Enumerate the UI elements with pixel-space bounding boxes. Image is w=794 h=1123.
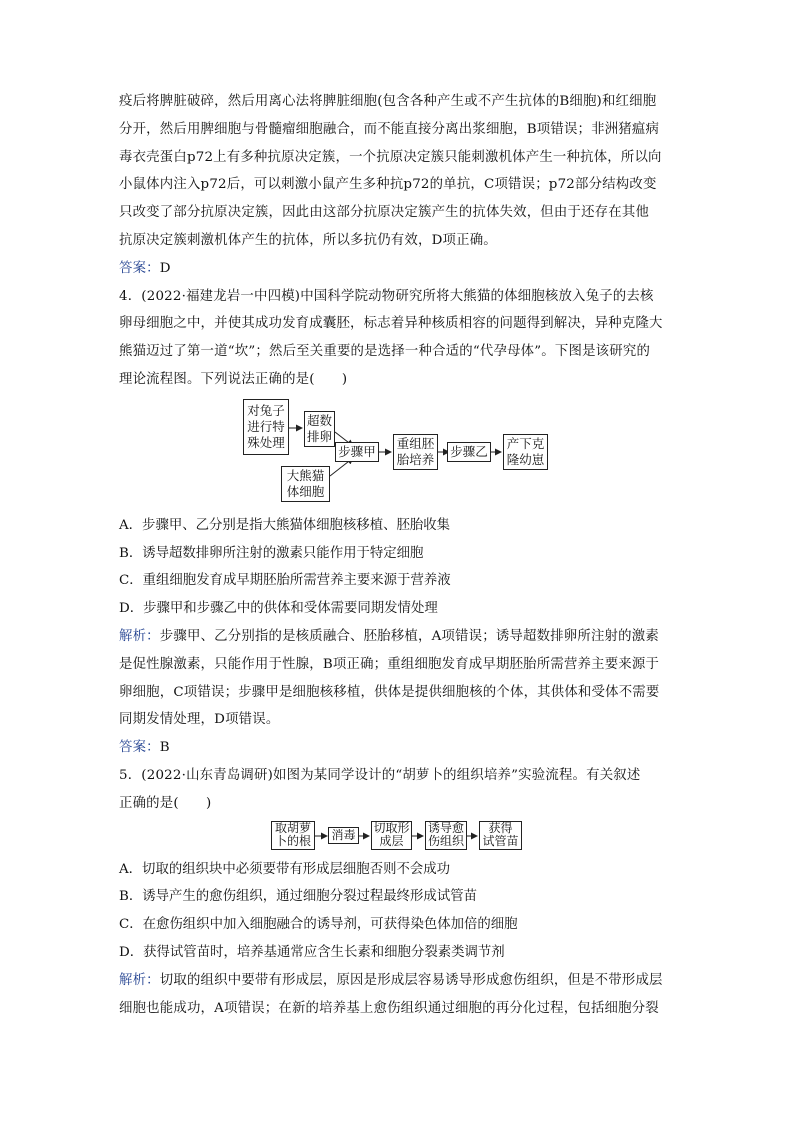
text-line: 熊猫迈过了第一道“坎”；然后至关重要的是选择一种合适的“代孕母体”。下图是该研究的 bbox=[119, 344, 651, 360]
text-line: 只改变了部分抗原决定簇，因此由这部分抗原决定簇产生的抗体失效，但由于还存在其他 bbox=[119, 205, 650, 221]
text-line: 细胞也能成功，A项错误；在新的培养基上愈伤组织通过细胞的再分化过程，包括细胞分裂 bbox=[119, 1000, 659, 1016]
box-clone-birth: 产下克 隆幼崽 bbox=[503, 434, 548, 470]
box-take-root: 取胡萝 卜的根 bbox=[271, 821, 315, 850]
analysis-label: 解析： bbox=[119, 628, 160, 644]
q4-option-c: C．重组细胞发育成早期胚胎所需营养主要来源于营养液 bbox=[119, 573, 451, 589]
box-cut-cambium: 切取形 成层 bbox=[371, 821, 412, 850]
q5-option-a: A．切取的组织块中必须要带有形成层细胞否则不会成功 bbox=[119, 861, 451, 877]
q5-stem bbox=[119, 762, 679, 818]
q4-analysis bbox=[119, 623, 679, 734]
box-disinfect: 消毒 bbox=[328, 827, 359, 844]
text-line: 5．(2022·山东青岛调研)如图为某同学设计的“胡萝卜的组织培养”实验流程。有关叙述 bbox=[119, 767, 641, 783]
box-step-b: 步骤乙 bbox=[447, 442, 491, 462]
answer-value: D bbox=[159, 260, 171, 276]
box-induce-callus: 诱导愈 伤组织 bbox=[425, 821, 467, 850]
box-panda-cell: 大熊猫 体细胞 bbox=[281, 466, 330, 502]
text-line: 步骤甲、乙分别指的是核质融合、胚胎移植，A项错误；诱导超数排卵所注射的激素 bbox=[159, 628, 659, 644]
analysis-label: 解析： bbox=[119, 972, 160, 988]
text-line: 分开，然后用脾细胞与骨髓瘤细胞融合，而不能直接分离出浆细胞，B项错误；非洲猪瘟病 bbox=[119, 121, 660, 137]
q4-option-a: A．步骤甲、乙分别是指大熊猫体细胞核移植、胚胎收集 bbox=[119, 517, 451, 533]
text-line: 是促性腺激素，只能作用于性腺，B项正确；重组细胞发育成早期胚胎所需营养主要来源于 bbox=[119, 656, 660, 672]
answer-label: 答案： bbox=[119, 260, 160, 276]
q5-option-c: C．在愈伤组织中加入细胞融合的诱导剂，可获得染色体加倍的细胞 bbox=[119, 917, 518, 933]
box-superovulation: 超数 排卵 bbox=[304, 411, 335, 447]
q4-flow-diagram bbox=[119, 396, 679, 506]
text-line: 切取的组织中要带有形成层，原因是形成层容易诱导形成愈伤组织，但是不带形成层 bbox=[159, 972, 663, 988]
q4-option-b: B．诱导超数排卵所注射的激素只能作用于特定细胞 bbox=[119, 545, 424, 561]
box-embryo-culture: 重组胚 胎培养 bbox=[393, 434, 438, 470]
answer-value: B bbox=[159, 740, 170, 756]
text-line: 毒衣壳蛋白p72上有多种抗原决定簇，一个抗原决定簇只能刺激机体产生一种抗体，所以向 bbox=[119, 149, 662, 165]
q5-analysis bbox=[119, 967, 679, 1023]
box-rabbit-treatment: 对兔子 进行特 殊处理 bbox=[243, 399, 289, 455]
q5-flow-diagram bbox=[119, 818, 679, 854]
answer-label: 答案： bbox=[119, 740, 160, 756]
box-get-plantlet: 获得 试管苗 bbox=[479, 821, 522, 850]
q4-answer bbox=[119, 734, 679, 762]
q4-option-d: D．步骤甲和步骤乙中的供体和受体需要同期发情处理 bbox=[119, 601, 438, 617]
box-step-a: 步骤甲 bbox=[335, 442, 379, 462]
text-line: 理论流程图。下列说法正确的是( ) bbox=[119, 371, 348, 387]
text-line: 正确的是( ) bbox=[119, 795, 212, 811]
text-line: 卵细胞，C项错误；步骤甲是细胞核移植，供体是提供细胞核的个体，其供体和受体不需要 bbox=[119, 684, 660, 700]
document-page bbox=[119, 88, 679, 1022]
q4-stem bbox=[119, 283, 679, 394]
text-line: 抗原决定簇刺激机体产生的抗体，所以多抗仍有效，D项正确。 bbox=[119, 232, 497, 248]
q5-option-b: B．诱导产生的愈伤组织，通过细胞分裂过程最终形成试管苗 bbox=[119, 889, 477, 905]
text-line: 小鼠体内注入p72后，可以刺激小鼠产生多种抗p72的单抗，C项错误；p72部分结构改变 bbox=[119, 177, 657, 193]
text-line: 同期发情处理，D项错误。 bbox=[119, 712, 280, 728]
text-line: 疫后将脾脏破碎，然后用离心法将脾脏细胞(包含各种产生或不产生抗体的B细胞)和红细胞 bbox=[119, 94, 657, 109]
q3-analysis-continued bbox=[119, 88, 679, 255]
q3-answer bbox=[119, 255, 679, 283]
text-line: 卵母细胞之中，并使其成功发育成囊胚，标志着异种核质相容的问题得到解决，异种克隆大 bbox=[119, 316, 663, 332]
text-line: 4．(2022·福建龙岩一中四模)中国科学院动物研究所将大熊猫的体细胞核放入兔子的去核 bbox=[119, 288, 654, 304]
q5-option-d: D．获得试管苗时，培养基通常应含生长素和细胞分裂素类调节剂 bbox=[119, 944, 505, 960]
